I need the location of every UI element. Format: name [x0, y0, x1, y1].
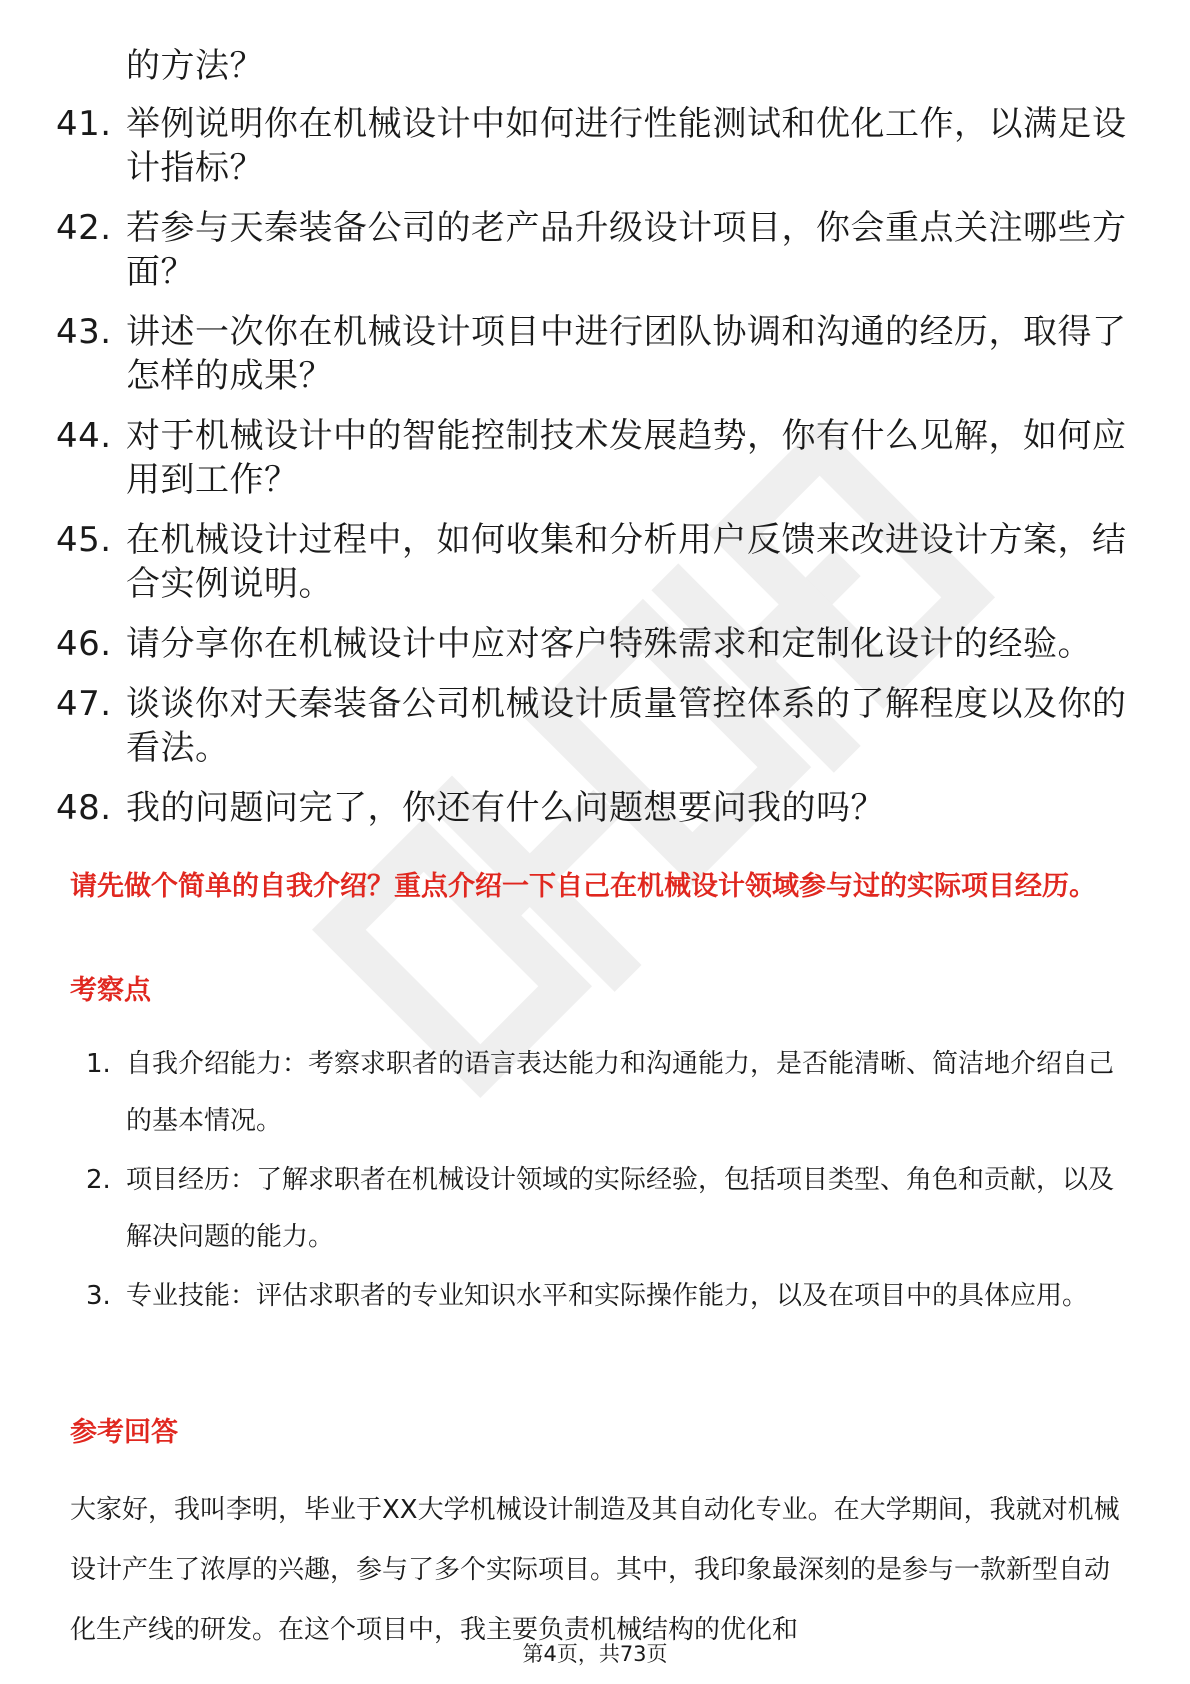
- point-number: 2.: [86, 1165, 111, 1195]
- question-text: 我的问题问完了，你还有什么问题想要问我的吗？: [126, 788, 885, 828]
- question-text: 在机械设计过程中，如何收集和分析用户反馈来改进设计方案，结合实例说明。: [126, 520, 1127, 604]
- assessment-point: [0, 1036, 1190, 1150]
- question-item: [0, 310, 1190, 398]
- point-number: 3.: [86, 1281, 111, 1311]
- assessment-title: 考察点: [70, 975, 151, 1006]
- reference-answer: 大家好，我叫李明，毕业于XX大学机械设计制造及其自动化专业。在大学期间，我就对机械设计产生了浓厚的兴趣，参与了多个实际项目。其中，我印象最深刻的是参与一款新型自动化生产线的研发。在这个项目中，我主要负责机械结构的优化和: [70, 1495, 1120, 1645]
- question-number: 47.: [56, 684, 112, 724]
- point-number: 1.: [86, 1049, 111, 1079]
- question-item: [0, 786, 1190, 830]
- question-number: 48.: [56, 788, 112, 828]
- question-item: [0, 44, 1190, 88]
- question-text: 请分享你在机械设计中应对客户特殊需求和定制化设计的经验。: [126, 624, 1092, 664]
- question-number: 45.: [56, 520, 112, 560]
- assessment-point: [0, 1152, 1190, 1266]
- page-footer: 第4页，共73页: [522, 1642, 668, 1666]
- point-text: 项目经历：了解求职者在机械设计领域的实际经验，包括项目类型、角色和贡献，以及解决问题的能力。: [126, 1165, 1115, 1252]
- question-item: [0, 622, 1190, 666]
- question-item: [0, 518, 1190, 606]
- question-text: 讲述一次你在机械设计项目中进行团队协调和沟通的经历，取得了怎样的成果？: [126, 312, 1127, 396]
- question-list: [0, 44, 1190, 846]
- question-number: 46.: [56, 624, 112, 664]
- point-text: 专业技能：评估求职者的专业知识水平和实际操作能力，以及在项目中的具体应用。: [126, 1281, 1089, 1311]
- question-text: 举例说明你在机械设计中如何进行性能测试和优化工作，以满足设计指标？: [126, 104, 1127, 188]
- question-text: 对于机械设计中的智能控制技术发展趋势，你有什么见解，如何应用到工作？: [126, 416, 1127, 500]
- reference-title: 参考回答: [70, 1417, 178, 1448]
- question-number: 42.: [56, 208, 112, 248]
- question-item: [0, 682, 1190, 770]
- assessment-points: [0, 1036, 1190, 1327]
- assessment-point: [0, 1268, 1190, 1325]
- question-text: 谈谈你对天秦装备公司机械设计质量管控体系的了解程度以及你的看法。: [126, 684, 1127, 768]
- question-number: 44.: [56, 416, 112, 456]
- question-item: [0, 206, 1190, 294]
- question-text: 若参与天秦装备公司的老产品升级设计项目，你会重点关注哪些方面？: [126, 208, 1127, 292]
- point-text: 自我介绍能力：考察求职者的语言表达能力和沟通能力，是否能清晰、简洁地介绍自己的基本情况。: [126, 1049, 1115, 1136]
- question-item: [0, 414, 1190, 502]
- question-item: [0, 102, 1190, 190]
- question-number: 41.: [56, 104, 112, 144]
- question-number: 43.: [56, 312, 112, 352]
- question-text: 的方法？: [126, 46, 264, 86]
- focus-question-heading: 请先做个简单的自我介绍？重点介绍一下自己在机械设计领域参与过的实际项目经历。: [70, 871, 1096, 902]
